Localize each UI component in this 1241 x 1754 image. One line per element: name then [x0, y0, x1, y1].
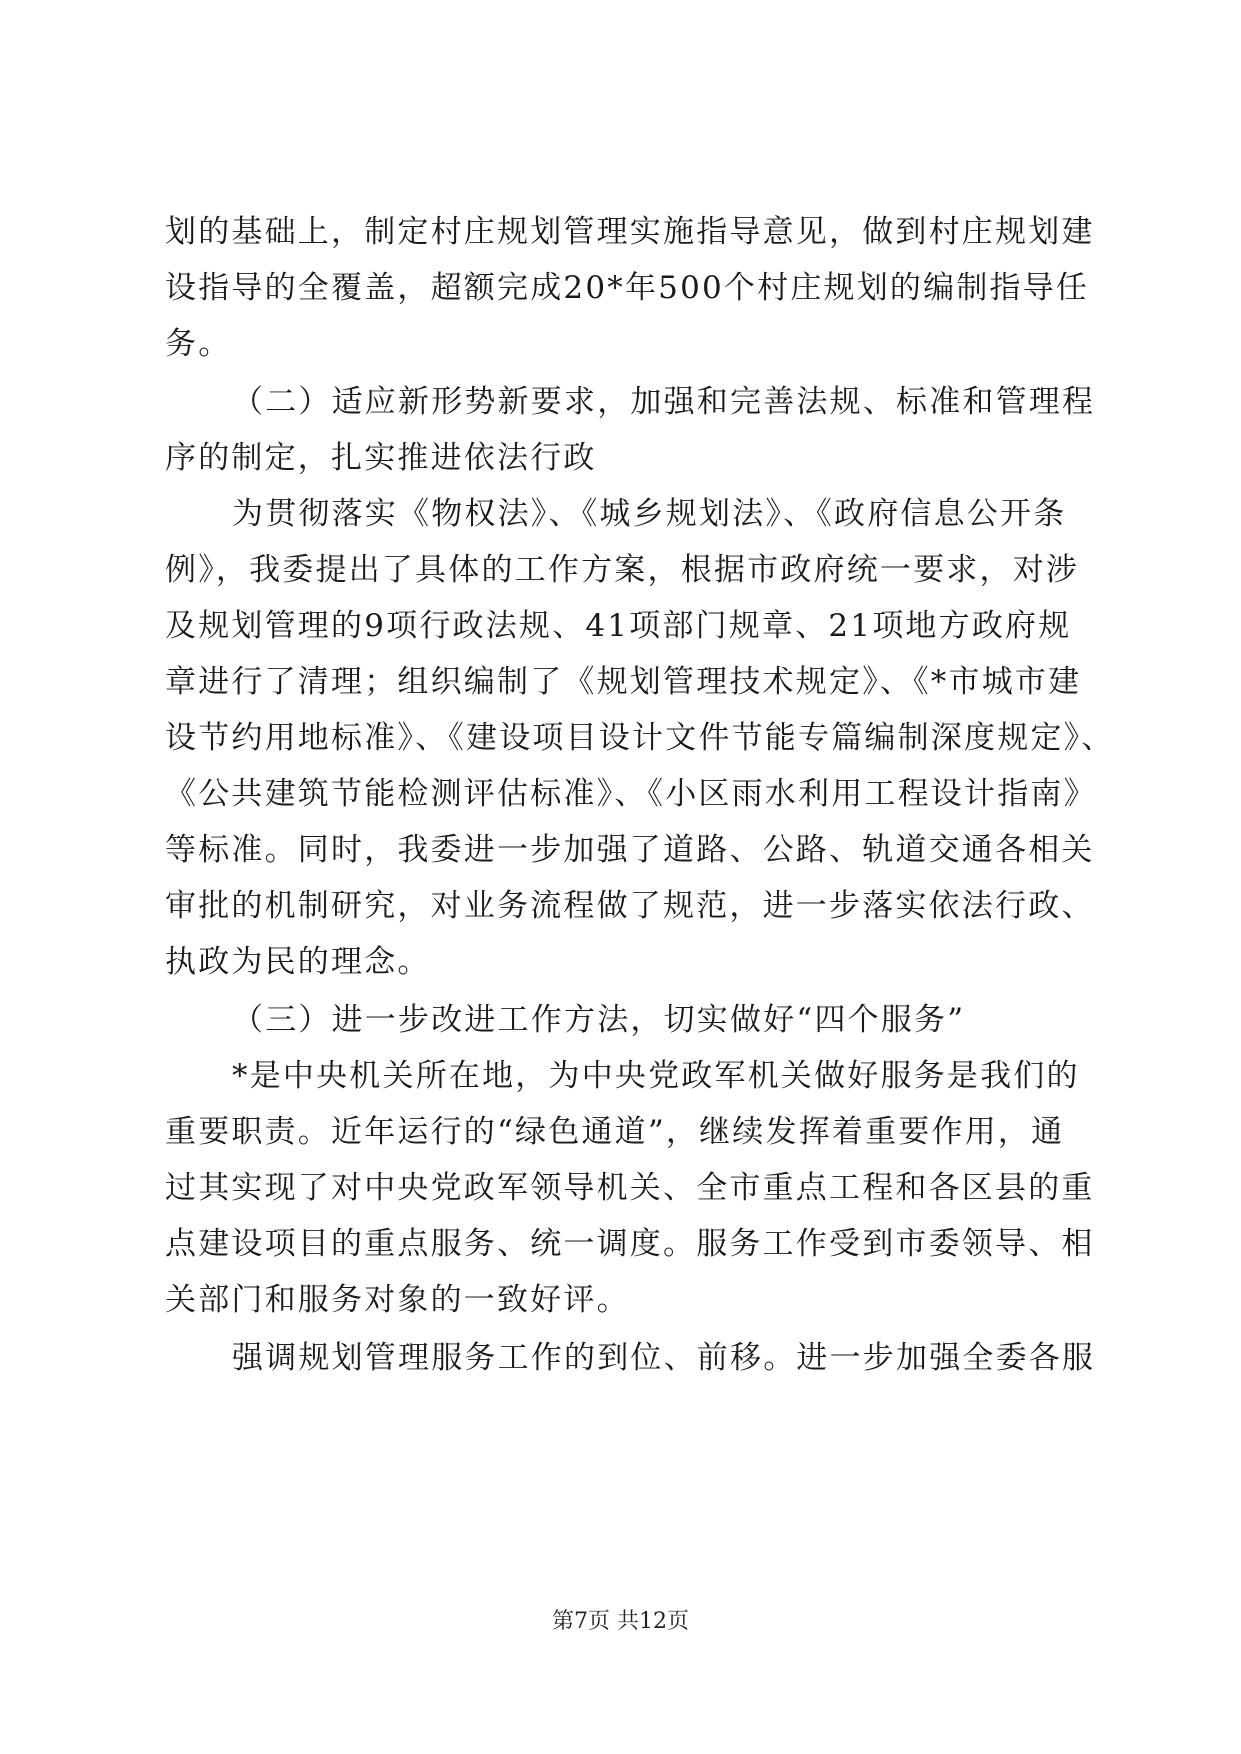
paragraph-line: 例》，我委提出了具体的工作方案，根据市政府统一要求，对涉: [165, 552, 1080, 588]
paragraph-line: 设指导的全覆盖，超额完成20*年500个村庄规划的编制指导任: [165, 270, 1090, 306]
paragraph-line: 关部门和服务对象的一致好评。: [165, 1282, 630, 1318]
section-heading-2: （二）适应新形势新要求，加强和完善法规、标准和管理程: [232, 384, 1096, 420]
paragraph-line: 务。: [165, 326, 232, 362]
paragraph-line: 划的基础上，制定村庄规划管理实施指导意见，做到村庄规划建: [165, 214, 1095, 250]
paragraph-line: 为贯彻落实《物权法》、《城乡规划法》、《政府信息公开条: [232, 496, 1067, 532]
paragraph-line: *是中央机关所在地，为中央党政军机关做好服务是我们的: [232, 1058, 1080, 1094]
page-number-footer: 第7页 共12页: [552, 1609, 689, 1634]
paragraph-line: 点建设项目的重点服务、统一调度。服务工作受到市委领导、相: [165, 1226, 1095, 1262]
paragraph-line: 审批的机制研究，对业务流程做了规范，进一步落实依法行政、: [165, 888, 1095, 924]
paragraph-line: 等标准。同时，我委进一步加强了道路、公路、轨道交通各相关: [165, 832, 1095, 868]
paragraph-line: 章进行了清理；组织编制了《规划管理技术规定》、《*市城市建: [165, 664, 1082, 700]
section-heading-2-cont: 序的制定，扎实推进依法行政: [165, 440, 597, 476]
section-heading-3: （三）进一步改进工作方法，切实做好“四个服务”: [232, 1002, 966, 1038]
paragraph-line: 《公共建筑节能检测评估标准》、《小区雨水利用工程设计指南》: [165, 776, 1097, 812]
paragraph-line: 执政为民的理念。: [165, 944, 431, 980]
paragraph-line: 过其实现了对中央党政军领导机关、全市重点工程和各区县的重: [165, 1170, 1095, 1206]
paragraph-line: 强调规划管理服务工作的到位、前移。进一步加强全委各服: [232, 1340, 1096, 1376]
paragraph-line: 设节约用地标准》、《建设项目设计文件节能专篇编制深度规定》、: [165, 720, 1115, 756]
paragraph-line: 重要职责。近年运行的“绿色通道”，继续发挥着重要作用，通: [165, 1114, 1065, 1150]
paragraph-line: 及规划管理的9项行政法规、41项部门规章、21项地方政府规: [165, 608, 1072, 644]
